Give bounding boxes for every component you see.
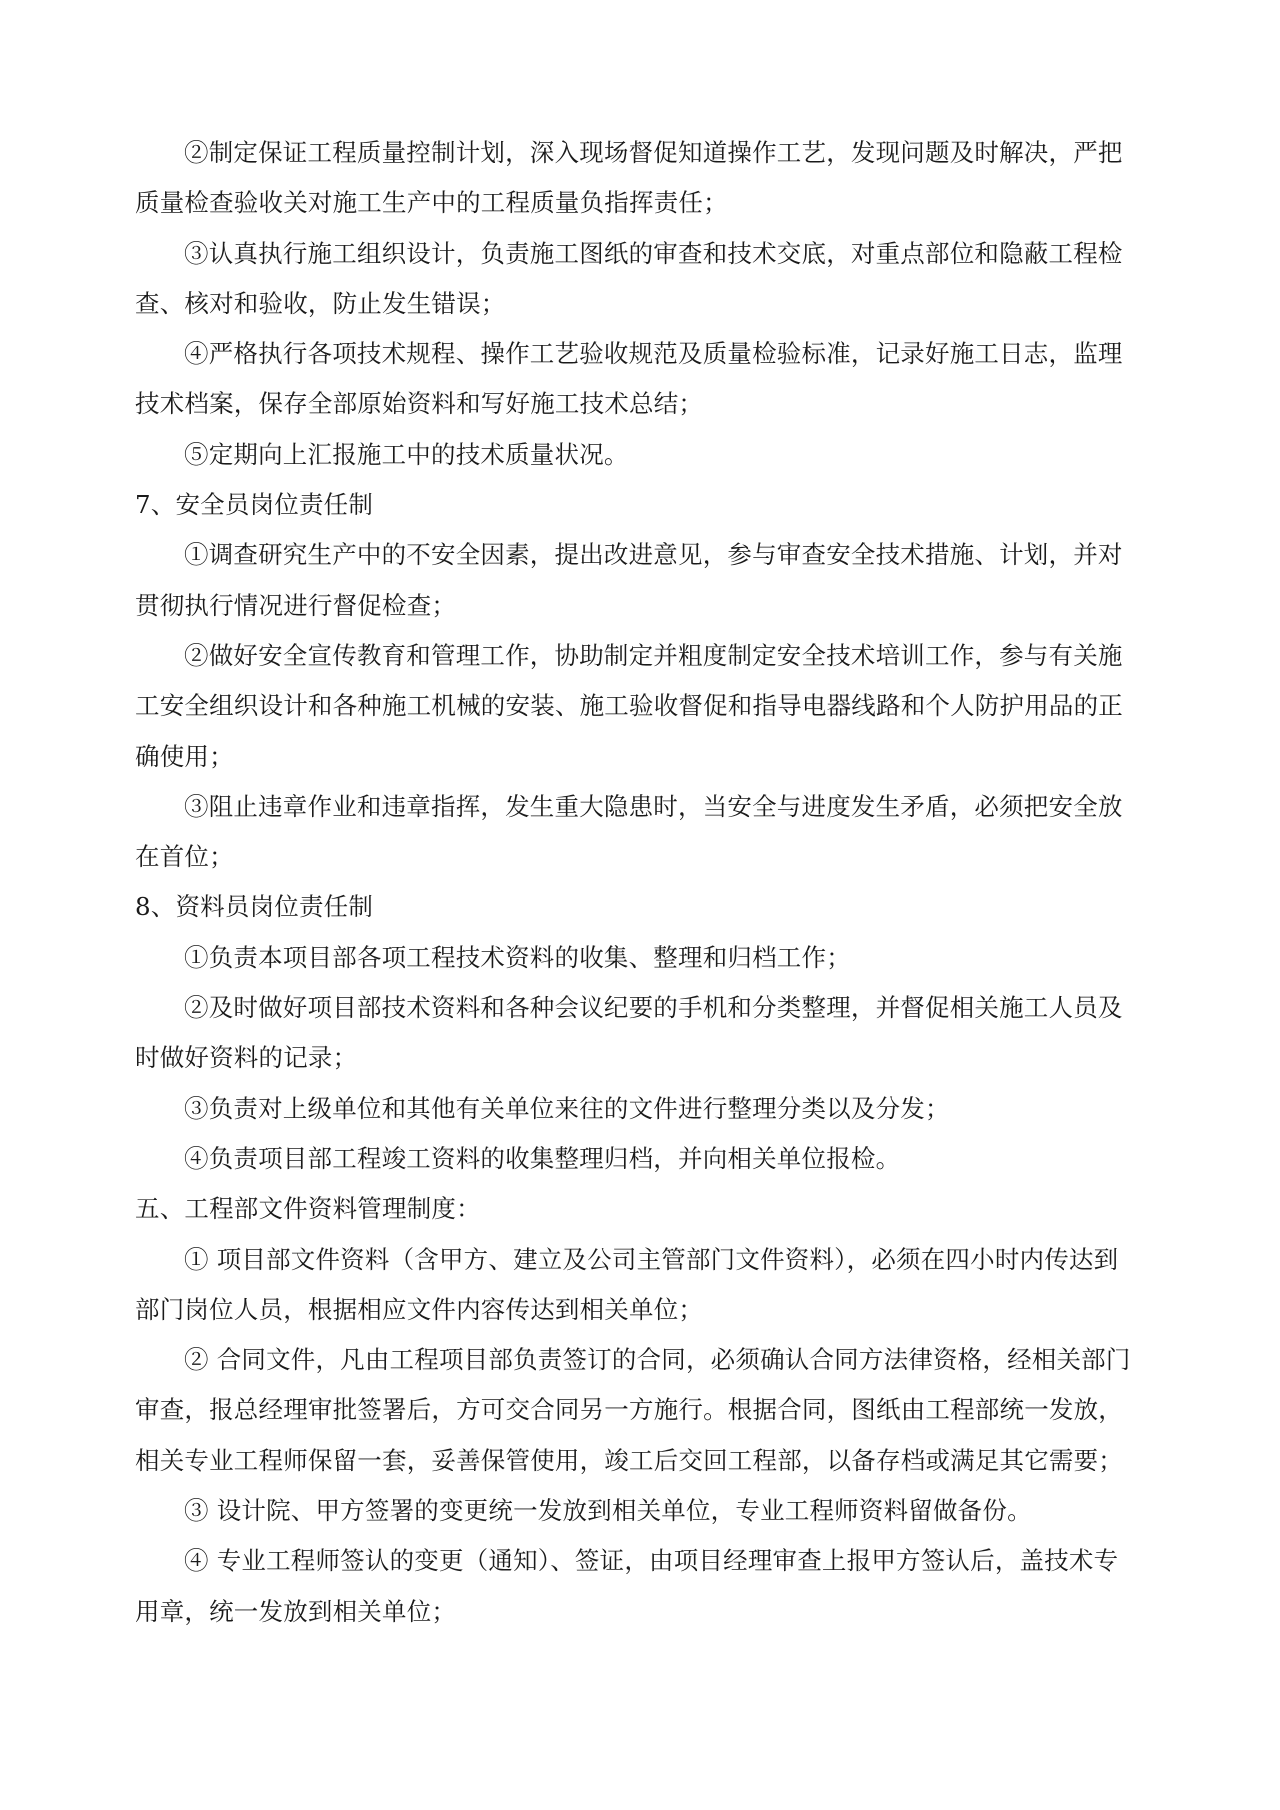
paragraph-line: ③认真执行施工组织设计，负责施工图纸的审查和技术交底，对重点部位和隐蔽工程检 xyxy=(184,238,1123,268)
paragraph-line: 审查，报总经理审批签署后，方可交合同另一方施行。根据合同，图纸由工程部统一发放， xyxy=(135,1395,1123,1425)
paragraph-line: 查、核对和验收，防止发生错误； xyxy=(135,288,506,318)
paragraph-line: ⑤定期向上汇报施工中的技术质量状况。 xyxy=(184,439,629,469)
paragraph-line: 技术档案，保存全部原始资料和写好施工技术总结； xyxy=(135,389,704,419)
section-heading: 8、资料员岗位责任制 xyxy=(135,892,374,922)
paragraph-line: 工安全组织设计和各种施工机械的安装、施工验收督促和指导电器线路和个人防护用品的正 xyxy=(135,691,1123,721)
paragraph-line: 贯彻执行情况进行督促检查； xyxy=(135,590,457,620)
paragraph-line: 部门岗位人员，根据相应文件内容传达到相关单位； xyxy=(135,1294,704,1324)
document-page xyxy=(135,128,1159,1637)
section-heading: 7、安全员岗位责任制 xyxy=(135,490,374,520)
paragraph-line: ②及时做好项目部技术资料和各种会议纪要的手机和分类整理，并督促相关施工人员及 xyxy=(184,993,1123,1023)
paragraph-line: 用章，统一发放到相关单位； xyxy=(135,1596,457,1626)
paragraph-line: 确使用； xyxy=(135,741,234,771)
section-heading: 五、工程部文件资料管理制度： xyxy=(135,1194,481,1224)
paragraph-line: ④负责项目部工程竣工资料的收集整理归档，并向相关单位报检。 xyxy=(184,1143,901,1173)
paragraph-line: ② 合同文件，凡由工程项目部负责签订的合同，必须确认合同方法律资格，经相关部门 xyxy=(184,1345,1131,1375)
paragraph-line: ②做好安全宣传教育和管理工作，协助制定并粗度制定安全技术培训工作，参与有关施 xyxy=(184,640,1123,670)
paragraph-line: 在首位； xyxy=(135,842,234,872)
paragraph-line: ①负责本项目部各项工程技术资料的收集、整理和归档工作； xyxy=(184,942,851,972)
paragraph-line: 质量检查验收关对施工生产中的工程质量负指挥责任； xyxy=(135,188,728,218)
paragraph-line: ③ 设计院、甲方签署的变更统一发放到相关单位，专业工程师资料留做备份。 xyxy=(184,1496,1032,1526)
paragraph-line: ① 项目部文件资料（含甲方、建立及公司主管部门文件资料），必须在四小时内传达到 xyxy=(184,1244,1119,1274)
paragraph-line: ②制定保证工程质量控制计划，深入现场督促知道操作工艺，发现问题及时解决，严把 xyxy=(184,138,1123,167)
paragraph-line: ④严格执行各项技术规程、操作工艺验收规范及质量检验标准，记录好施工日志，监理 xyxy=(184,339,1123,369)
paragraph-line: ①调查研究生产中的不安全因素，提出改进意见，参与审查安全技术措施、计划，并对 xyxy=(184,540,1123,570)
paragraph-line: ③阻止违章作业和违章指挥，发生重大隐患时，当安全与进度发生矛盾，必须把安全放 xyxy=(184,791,1123,821)
paragraph-line: ④ 专业工程师签认的变更（通知）、签证，由项目经理审查上报甲方签认后，盖技术专 xyxy=(184,1546,1119,1576)
paragraph-line: 时做好资料的记录； xyxy=(135,1043,358,1073)
paragraph-line: 相关专业工程师保留一套，妥善保管使用，竣工后交回工程部，以备存档或满足其它需要； xyxy=(135,1445,1123,1475)
paragraph-line: ③负责对上级单位和其他有关单位来往的文件进行整理分类以及分发； xyxy=(184,1093,950,1123)
